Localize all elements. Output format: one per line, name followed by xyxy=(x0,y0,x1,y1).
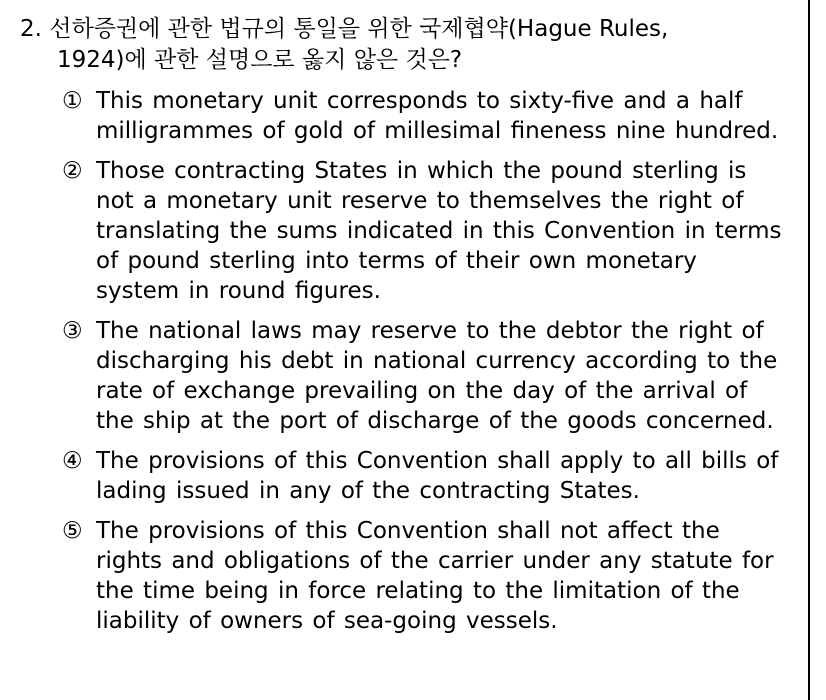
question-line-1: 2. 선하증권에 관한 법규의 통일을 위한 국제협약(Hague Rules, xyxy=(20,16,669,42)
choice-2[interactable] xyxy=(62,156,782,306)
question-stem xyxy=(20,14,780,76)
choice-1[interactable] xyxy=(62,86,782,146)
choice-number-5: ⑤ xyxy=(62,518,83,544)
question-line-2: 1924)에 관한 설명으로 옳지 않은 것은? xyxy=(57,47,463,73)
choice-5[interactable] xyxy=(62,516,782,636)
answer-choices xyxy=(62,86,782,646)
choice-text-2: Those contracting States in which the pound sterling is not a monetary unit reserve to themselves the right of translating the sums indicated in this Convention in terms of pound sterling into terms of their own monetary system in round figures. xyxy=(96,158,782,304)
choice-text-1: This monetary unit corresponds to sixty-five and a half milligrammes of gold of millesimal fineness nine hundred. xyxy=(96,88,779,144)
choice-text-5: The provisions of this Convention shall not affect the rights and obligations of the carrier under any statute for the time being in force relating to the limitation of the liability of owners of sea-going vessels. xyxy=(96,518,774,634)
choice-text-4: The provisions of this Convention shall apply to all bills of lading issued in any of the contracting States. xyxy=(96,448,779,504)
choice-number-4: ④ xyxy=(62,448,83,474)
choice-text-3: The national laws may reserve to the debtor the right of discharging his debt in national currency according to the rate of exchange prevailing on the day of the arrival of the ship at the port of discharge of the goods concerned. xyxy=(96,318,778,434)
choice-number-3: ③ xyxy=(62,318,83,344)
choice-number-2: ② xyxy=(62,158,83,184)
choice-3[interactable] xyxy=(62,316,782,436)
choice-4[interactable] xyxy=(62,446,782,506)
page-right-border xyxy=(808,0,810,700)
choice-number-1: ① xyxy=(62,88,83,114)
